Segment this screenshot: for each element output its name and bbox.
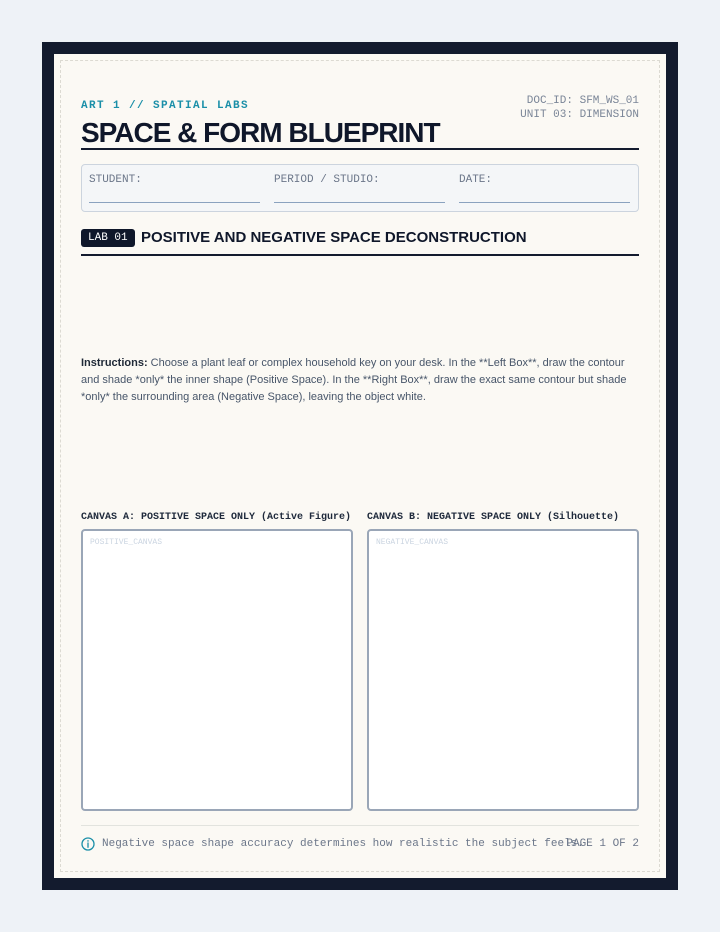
student-line — [89, 202, 260, 203]
period-field[interactable] — [274, 174, 445, 186]
lab-title: POSITIVE AND NEGATIVE SPACE DECONSTRUCTION — [141, 229, 527, 246]
worksheet — [54, 54, 666, 878]
student-info-box — [81, 164, 639, 212]
period-line — [274, 202, 445, 203]
instructions-label: Instructions: — [81, 357, 148, 369]
canvas-b-caption: CANVAS B: NEGATIVE SPACE ONLY (Silhouette) — [367, 512, 620, 523]
title-divider — [81, 148, 639, 150]
page-title: SPACE & FORM BLUEPRINT — [81, 117, 440, 148]
doc-id: DOC_ID: SFM_WS_01 — [526, 95, 639, 107]
negative-canvas[interactable] — [367, 529, 639, 811]
instructions — [81, 355, 641, 406]
page-frame — [42, 42, 678, 890]
positive-canvas[interactable] — [81, 529, 353, 811]
date-field[interactable] — [459, 174, 630, 186]
canvas-a-caption: CANVAS A: POSITIVE SPACE ONLY (Active Figure) — [81, 512, 352, 523]
negative-canvas-tag: NEGATIVE_CANVAS — [376, 538, 449, 547]
info-icon — [81, 837, 95, 851]
instructions-text: Choose a plant leaf or complex household key on your desk. In the **Left Box**, draw the contour and shade *only* the inner shape (Positive Space). In the **Right Box**, draw the exact same contour but shade *only* the surrounding area (Negative Space), leaving the object white. — [81, 357, 627, 403]
unit-label: UNIT 03: DIMENSION — [520, 109, 639, 121]
student-label: STUDENT: — [89, 174, 142, 186]
page-number: PAGE 1 OF 2 — [566, 838, 639, 850]
lab-badge: LAB 01 — [81, 229, 135, 247]
lab-divider — [81, 254, 639, 256]
positive-canvas-tag: POSITIVE_CANVAS — [90, 538, 163, 547]
period-label: PERIOD / STUDIO: — [274, 174, 380, 186]
document-meta — [520, 94, 639, 122]
course-kicker: ART 1 // SPATIAL LABS — [81, 100, 250, 112]
footer-divider — [81, 825, 639, 826]
footer-note: Negative space shape accuracy determines how realistic the subject feels. — [102, 838, 584, 850]
date-label: DATE: — [459, 174, 493, 186]
date-line — [459, 202, 630, 203]
student-field[interactable] — [89, 174, 260, 186]
